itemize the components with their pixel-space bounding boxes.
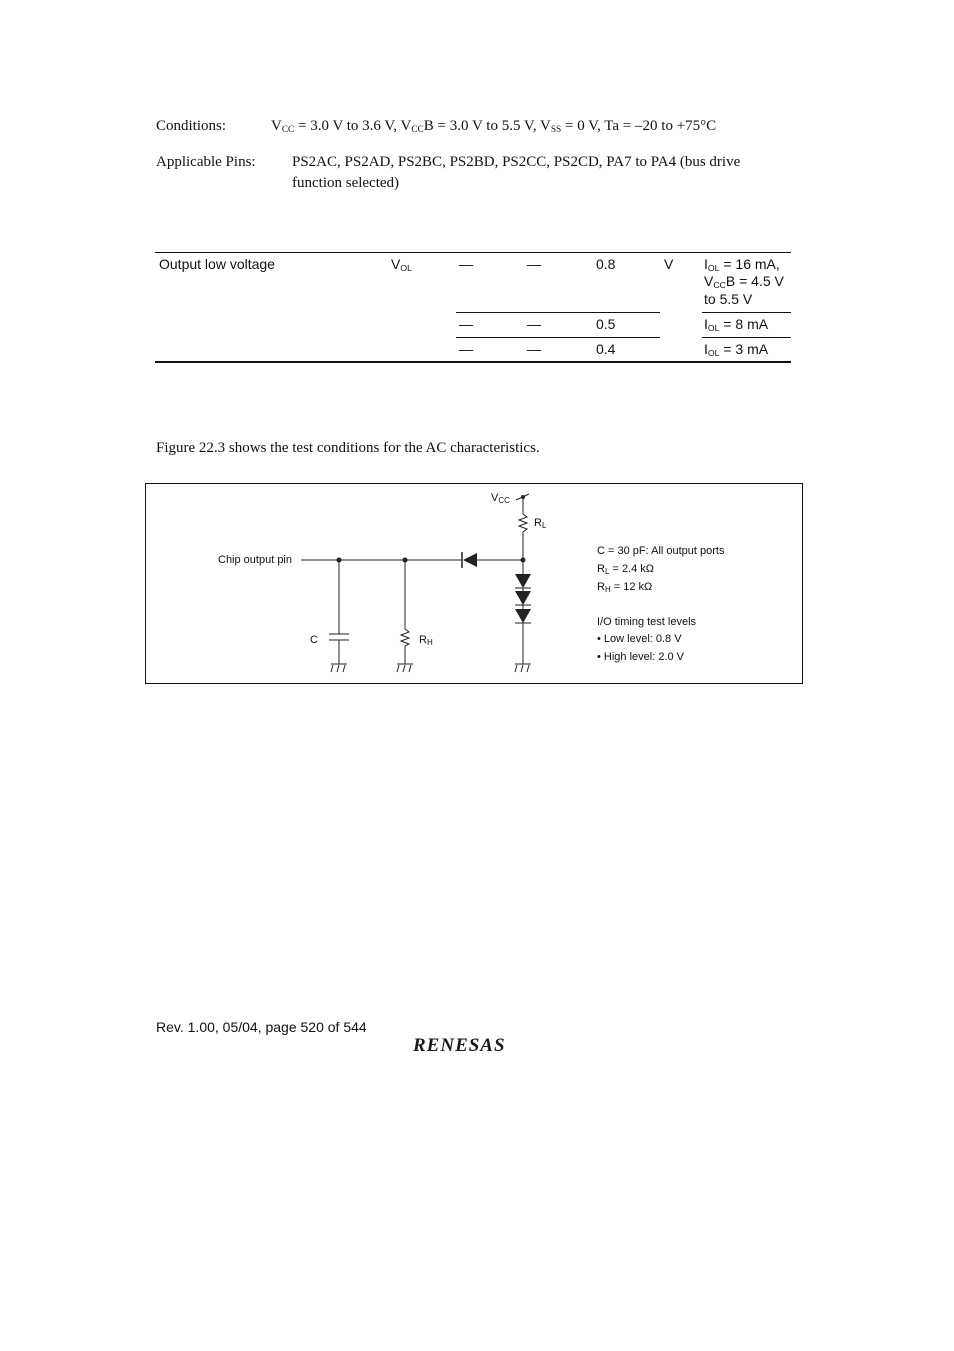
table-top-rule: [155, 252, 791, 253]
max-cell: 0.5: [596, 316, 616, 332]
note-rl: $R_L = 2.4$ kΩ: [597, 563, 655, 576]
condition-cell: $I_{OL} = 8$ mA: [704, 316, 769, 333]
min-cell: —: [459, 316, 473, 332]
condition-cell: $I_{OL} = 16$ mA,: [704, 256, 780, 273]
unit-cell: V: [664, 256, 674, 272]
table-bottom-rule: [155, 361, 791, 363]
rl-label: $R_L$: [534, 517, 547, 530]
max-cell: 0.8: [596, 256, 616, 272]
applicable-pins-label: Applicable Pins:: [156, 154, 256, 170]
figure-intro-text: Figure 22.3 shows the test conditions for the AC characteristics.: [156, 440, 540, 456]
condition-cell-line2: $V_{CC}B = 4.5$ V: [704, 273, 784, 290]
min-cell: —: [459, 256, 473, 272]
circuit-diagram: [146, 484, 802, 683]
row-divider: [702, 337, 791, 338]
note-rh: $R_H = 12$ kΩ: [597, 581, 653, 594]
item-cell: Output low voltage: [159, 256, 275, 272]
footer-revision: Rev. 1.00, 05/04, page 520 of 544: [156, 1019, 367, 1035]
conditions-label: Conditions:: [156, 118, 227, 134]
min-cell: —: [459, 341, 473, 357]
condition-cell: $I_{OL} = 3$ mA: [704, 341, 769, 358]
chip-output-pin-label: Chip output pin: [218, 554, 292, 566]
conditions-text: $V_{CC} = 3.0$ V to 3.6 V, $V_{CC}B = 3.0$ V to 5.5 V, $V_{SS} = 0$ V, Ta = –20 to +75°C: [271, 118, 717, 135]
vcc-label: $V_{CC}$: [491, 492, 510, 505]
max-cell: 0.4: [596, 341, 616, 357]
note-timing-levels: I/O timing test levels: [597, 616, 697, 628]
note-capacitance: C = 30 pF: All output ports: [597, 545, 725, 557]
renesas-logo: RENESAS: [413, 1035, 506, 1056]
c-label: C: [310, 634, 318, 646]
row-divider: [456, 312, 660, 313]
typ-cell: —: [527, 256, 541, 272]
applicable-pins-line1: PS2AC, PS2AD, PS2BC, PS2BD, PS2CC, PS2CD, PA7 to PA4 (bus drive: [292, 154, 741, 170]
typ-cell: —: [527, 341, 541, 357]
test-circuit-figure: [145, 483, 803, 684]
rh-label: $R_H$: [419, 634, 433, 647]
applicable-pins-line2: function selected): [292, 175, 400, 191]
row-divider: [702, 312, 791, 313]
note-low-level: • Low level: 0.8 V: [597, 633, 682, 645]
note-high-level: • High level: 2.0 V: [597, 651, 685, 663]
condition-cell-line3: to 5.5 V: [704, 291, 753, 307]
typ-cell: —: [527, 316, 541, 332]
symbol-cell: $V_{OL}$: [391, 256, 412, 273]
row-divider: [456, 337, 660, 338]
